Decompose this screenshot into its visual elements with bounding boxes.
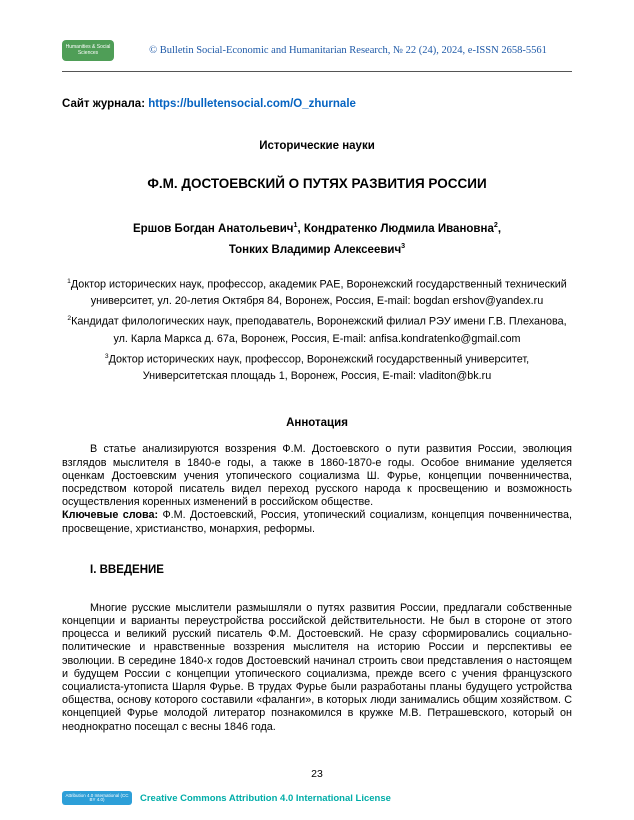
author-name: Ершов Богдан Анатольевич: [132, 222, 294, 235]
journal-logo: [62, 40, 114, 61]
cc-license-badge[interactable]: [62, 791, 132, 805]
section-heading-introduction: I. ВВЕДЕНИЕ: [90, 563, 164, 576]
affiliations: [62, 273, 572, 386]
keywords-line: [62, 509, 572, 535]
introduction-paragraph: Многие русские мыслители размышляли о путях развития России, предлагали собственные концепции и варианты переустройства российской действительности. Не был в стороне от этого процесса и великий русский писатель Ф.М. Достоевский. Не сразу сформировались социально-политические и нравственные воззрения мыслителя на историю России и перспективы ее эволюции. В середине 1840-х годов Достоевский начинал строить свои представления о настоящем и будущем России с концепции утопического социализма, прежде всего с учения французского социалиста-утописта Шарля Фурье. В трудах Фурье были разработаны планы будущего устройства общества, основу которого составили «фаланги», в которых люди занимались общим хозяйством. С концепцией Фурье молодой литератор познакомился в кружке М.В. Петрашевского, который он неоднократно посещал с весны 1846 года.: [62, 601, 572, 733]
abstract-heading: Аннотация: [286, 417, 348, 430]
affiliation-text: Доктор исторических наук, профессор, Воронежский государственный университет, Университетская площадь 1, Воронеж, Россия, E-mail: vladiton@bk.ru: [108, 353, 530, 383]
page-number: 23: [311, 768, 323, 780]
header-divider: [62, 71, 572, 72]
site-label: Сайт журнала:: [62, 98, 146, 110]
affiliation: [62, 310, 572, 348]
footer: [62, 791, 572, 805]
author-separator: ,: [297, 222, 304, 235]
journal-logo-text: Humanities & Social Sciences: [65, 43, 111, 56]
authors-line: [62, 217, 572, 259]
author-superscript: 3: [401, 241, 406, 250]
cc-badge-text: Attribution 4.0 International (CC BY 4.0): [65, 792, 129, 802]
article-rubric: Исторические науки: [259, 140, 375, 152]
affiliation: [62, 273, 572, 311]
article-title: Ф.М. ДОСТОЕВСКИЙ О ПУТЯХ РАЗВИТИЯ РОССИИ: [147, 176, 487, 191]
journal-header-text: © Bulletin Social-Economic and Humanitarian Research, № 22 (24), 2024, e-ISSN 2658-5561: [149, 45, 547, 56]
abstract-text: В статье анализируются воззрения Ф.М. Достоевского о пути развития России, эволюция взглядов мыслителя в 1840-е годы, а также в 1860-1870-е годы. Особое внимание уделяется оценкам Достоевским учения утопического социализма Ш. Фурье, концепции почвенничества, посредством которой писатель видел переход русского народа к просвещению и возможность осуществления коренных изменений в российском обществе.: [62, 443, 572, 509]
affiliation-superscript: 3: [104, 352, 109, 360]
affiliation-text: Доктор исторических наук, профессор, академик РАЕ, Воронежский государственный технический университет, ул. 20-летия Октября 84, Воронеж, Россия, E-mail: bogdan ershov@yandex.ru: [70, 278, 567, 308]
journal-header: [62, 0, 572, 61]
affiliation-superscript: 2: [67, 315, 72, 323]
affiliation-text: Кандидат филологических наук, преподаватель, Воронежский филиал РЭУ имени Г.В. Плеханова, ул. Карла Маркса д. 67а, Воронеж, Россия, E-mail: anfisa.kondratenko@gmail.com: [71, 315, 567, 345]
author-name: Тонких Владимир Алексеевич: [228, 243, 402, 256]
affiliation: [62, 348, 572, 386]
affiliation-superscript: 1: [67, 277, 71, 285]
author-name: Кондратенко Людмила Ивановна: [303, 222, 494, 235]
author-separator: ,: [497, 222, 502, 235]
site-line: [62, 98, 572, 110]
keywords-label: Ключевые слова:: [62, 509, 159, 522]
journal-site-link[interactable]: https://bulletensocial.com/O_zhurnale: [148, 98, 356, 110]
author-superscript: 1: [293, 221, 298, 229]
keywords-text: Ф.М. Достоевский, Россия, утопический социализм, концепция почвенничества, просвещение, христианство, монархия, реформы.: [62, 509, 572, 535]
author-superscript: 2: [493, 221, 498, 229]
license-link[interactable]: Creative Commons Attribution 4.0 International License: [140, 792, 391, 804]
